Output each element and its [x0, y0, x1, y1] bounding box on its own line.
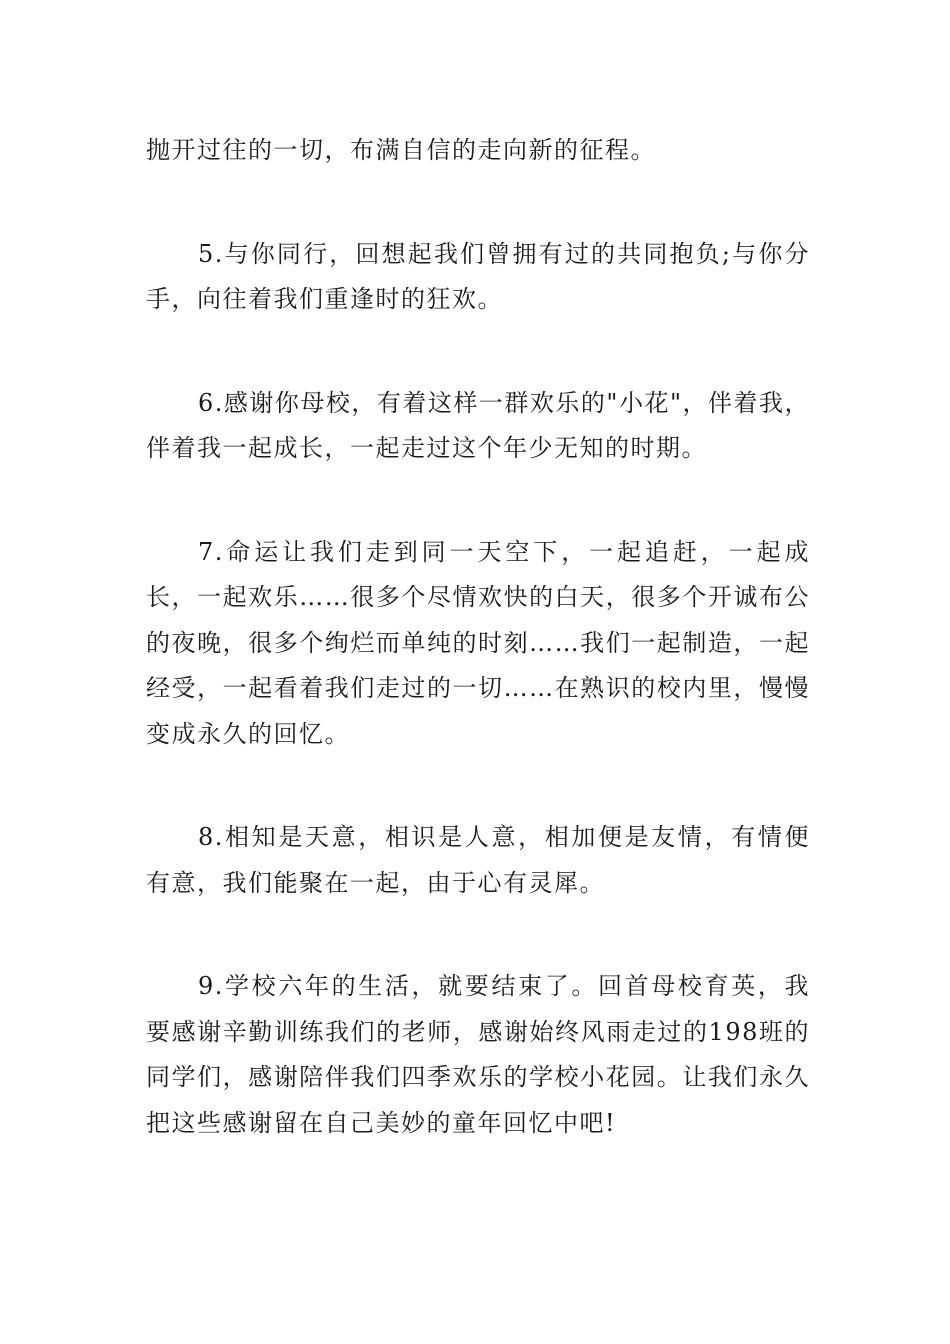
- document-body: [146, 128, 810, 1204]
- paragraph-item-7: 7.命运让我们走到同一天空下，一起追赶，一起成长，一起欢乐……很多个尽情欢快的白天，很多个开诚布公的夜晚，很多个绚烂而单纯的时刻……我们一起制造，一起经受，一起看着我们走过的一切……在熟识的校内里，慢慢变成永久的回忆。: [146, 537, 810, 748]
- paragraph-item-9: 9.学校六年的生活，就要结束了。回首母校育英，我要感谢辛勤训练我们的老师，感谢始终风雨走过的198班的同学们，感谢陪伴我们四季欢乐的学校小花园。让我们永久把这些感谢留在自己美妙的童年回忆中吧!: [146, 972, 810, 1137]
- paragraph-item-5: 5.与你同行，回想起我们曾拥有过的共同抱负;与你分手，向往着我们重逢时的狂欢。: [146, 239, 810, 313]
- paragraph-item-8: 8.相知是天意，相识是人意，相加便是友情，有情便有意，我们能聚在一起，由于心有灵犀。: [146, 823, 810, 897]
- paragraph-continuation: 抛开过往的一切，布满自信的走向新的征程。: [146, 136, 656, 164]
- paragraph-item-6: 6.感谢你母校，有着这样一群欢乐的"小花"，伴着我，伴着我一起成长，一起走过这个年少无知的时期。: [146, 388, 810, 462]
